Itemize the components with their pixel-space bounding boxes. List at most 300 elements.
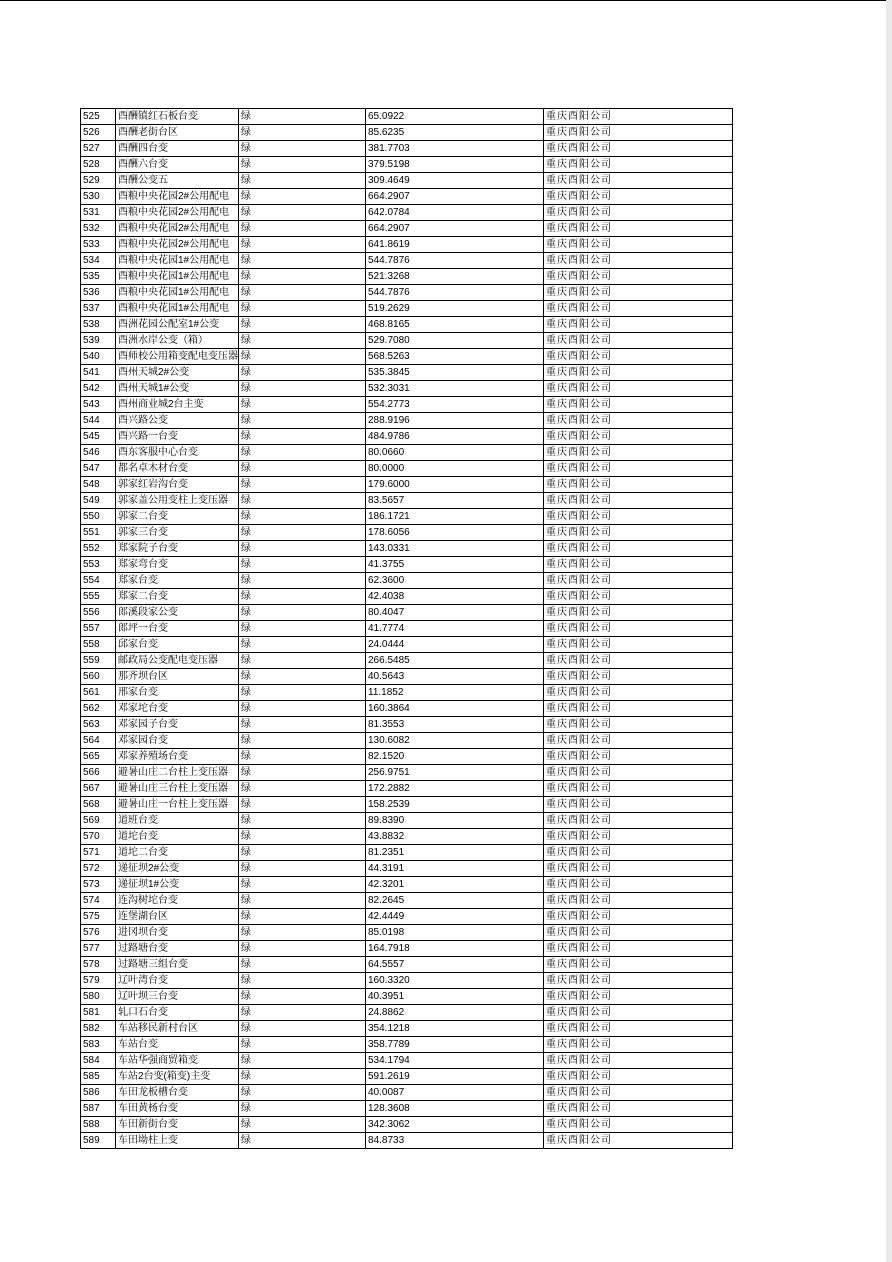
transformer-name-cell: 过路塘三组台变 — [116, 957, 239, 973]
row-number-cell: 558 — [81, 637, 116, 653]
table-row — [81, 877, 733, 893]
company-cell: 重庆酉阳公司 — [544, 237, 733, 253]
status-cell: 绿 — [239, 781, 366, 797]
row-number-cell: 556 — [81, 605, 116, 621]
transformer-name-cell: 车田坳柱上变 — [116, 1133, 239, 1149]
value-cell: 65.0922 — [366, 109, 544, 125]
transformer-name-cell: 郎坪一台变 — [116, 621, 239, 637]
status-cell: 绿 — [239, 301, 366, 317]
table-row — [81, 1101, 733, 1117]
table-row — [81, 493, 733, 509]
table-row — [81, 509, 733, 525]
table-row — [81, 365, 733, 381]
table-row — [81, 397, 733, 413]
value-cell: 519.2629 — [366, 301, 544, 317]
row-number-cell: 588 — [81, 1117, 116, 1133]
transformer-name-cell: 酉粮中央花园2#公用配电 — [116, 205, 239, 221]
table-row — [81, 205, 733, 221]
table-row — [81, 1005, 733, 1021]
table-row — [81, 525, 733, 541]
value-cell: 358.7789 — [366, 1037, 544, 1053]
company-cell: 重庆酉阳公司 — [544, 317, 733, 333]
row-number-cell: 563 — [81, 717, 116, 733]
value-cell: 64.5557 — [366, 957, 544, 973]
value-cell: 354.1218 — [366, 1021, 544, 1037]
value-cell: 521.3268 — [366, 269, 544, 285]
transformer-name-cell: 那齐坝台区 — [116, 669, 239, 685]
company-cell: 重庆酉阳公司 — [544, 461, 733, 477]
transformer-name-cell: 酉酬镇红石板台变 — [116, 109, 239, 125]
table-row — [81, 221, 733, 237]
transformer-name-cell: 车田新街台变 — [116, 1117, 239, 1133]
row-number-cell: 538 — [81, 317, 116, 333]
value-cell: 641.8619 — [366, 237, 544, 253]
company-cell: 重庆酉阳公司 — [544, 333, 733, 349]
row-number-cell: 575 — [81, 909, 116, 925]
company-cell: 重庆酉阳公司 — [544, 781, 733, 797]
table-row — [81, 541, 733, 557]
status-cell: 绿 — [239, 1069, 366, 1085]
table-row — [81, 141, 733, 157]
status-cell: 绿 — [239, 173, 366, 189]
company-cell: 重庆酉阳公司 — [544, 173, 733, 189]
transformer-name-cell: 车站华强商贸箱变 — [116, 1053, 239, 1069]
status-cell: 绿 — [239, 429, 366, 445]
transformer-name-cell: 郭家三台变 — [116, 525, 239, 541]
table-row — [81, 333, 733, 349]
transformer-name-cell: 酉粮中央花园1#公用配电 — [116, 253, 239, 269]
row-number-cell: 551 — [81, 525, 116, 541]
value-cell: 266.5485 — [366, 653, 544, 669]
row-number-cell: 587 — [81, 1101, 116, 1117]
transformer-name-cell: 连沟树坨台变 — [116, 893, 239, 909]
company-cell: 重庆酉阳公司 — [544, 701, 733, 717]
transformer-name-cell: 酉酬六台变 — [116, 157, 239, 173]
status-cell: 绿 — [239, 541, 366, 557]
row-number-cell: 569 — [81, 813, 116, 829]
company-cell: 重庆酉阳公司 — [544, 157, 733, 173]
transformer-name-cell: 酉酬公变五 — [116, 173, 239, 189]
table-row — [81, 1117, 733, 1133]
transformer-name-cell: 郑家弯台变 — [116, 557, 239, 573]
value-cell: 143.0331 — [366, 541, 544, 557]
table-row — [81, 829, 733, 845]
transformer-name-cell: 递征坝2#公变 — [116, 861, 239, 877]
value-cell: 85.0198 — [366, 925, 544, 941]
value-cell: 158.2539 — [366, 797, 544, 813]
company-cell: 重庆酉阳公司 — [544, 1021, 733, 1037]
table-row — [81, 621, 733, 637]
transformer-name-cell: 酉粮中央花园2#公用配电 — [116, 221, 239, 237]
table-row — [81, 1053, 733, 1069]
company-cell: 重庆酉阳公司 — [544, 1101, 733, 1117]
table-row — [81, 1021, 733, 1037]
row-number-cell: 573 — [81, 877, 116, 893]
row-number-cell: 550 — [81, 509, 116, 525]
company-cell: 重庆酉阳公司 — [544, 829, 733, 845]
value-cell: 24.8862 — [366, 1005, 544, 1021]
row-number-cell: 572 — [81, 861, 116, 877]
company-cell: 重庆酉阳公司 — [544, 813, 733, 829]
row-number-cell: 557 — [81, 621, 116, 637]
value-cell: 342.3062 — [366, 1117, 544, 1133]
table-row — [81, 685, 733, 701]
row-number-cell: 567 — [81, 781, 116, 797]
value-cell: 568.5263 — [366, 349, 544, 365]
value-cell: 130.6082 — [366, 733, 544, 749]
value-cell: 128.3608 — [366, 1101, 544, 1117]
table-row — [81, 701, 733, 717]
table-row — [81, 157, 733, 173]
value-cell: 42.3201 — [366, 877, 544, 893]
company-cell: 重庆酉阳公司 — [544, 1085, 733, 1101]
row-number-cell: 568 — [81, 797, 116, 813]
transformer-name-cell: 郑家院子台变 — [116, 541, 239, 557]
row-number-cell: 549 — [81, 493, 116, 509]
row-number-cell: 565 — [81, 749, 116, 765]
transformer-name-cell: 避暑山庄二台柱上变压器 — [116, 765, 239, 781]
row-number-cell: 570 — [81, 829, 116, 845]
transformer-name-cell: 酉州天城1#公变 — [116, 381, 239, 397]
transformer-name-cell: 邱家台变 — [116, 637, 239, 653]
status-cell: 绿 — [239, 1117, 366, 1133]
transformer-name-cell: 郭家红岩沟台变 — [116, 477, 239, 493]
value-cell: 83.5657 — [366, 493, 544, 509]
company-cell: 重庆酉阳公司 — [544, 429, 733, 445]
status-cell: 绿 — [239, 365, 366, 381]
status-cell: 绿 — [239, 717, 366, 733]
status-cell: 绿 — [239, 141, 366, 157]
company-cell: 重庆酉阳公司 — [544, 1069, 733, 1085]
transformer-name-cell: 车站台变 — [116, 1037, 239, 1053]
row-number-cell: 535 — [81, 269, 116, 285]
table-row — [81, 1069, 733, 1085]
company-cell: 重庆酉阳公司 — [544, 1117, 733, 1133]
row-number-cell: 544 — [81, 413, 116, 429]
company-cell: 重庆酉阳公司 — [544, 557, 733, 573]
company-cell: 重庆酉阳公司 — [544, 685, 733, 701]
row-number-cell: 578 — [81, 957, 116, 973]
value-cell: 544.7876 — [366, 285, 544, 301]
value-cell: 534.1794 — [366, 1053, 544, 1069]
status-cell: 绿 — [239, 237, 366, 253]
row-number-cell: 553 — [81, 557, 116, 573]
table-row — [81, 237, 733, 253]
row-number-cell: 528 — [81, 157, 116, 173]
company-cell: 重庆酉阳公司 — [544, 733, 733, 749]
value-cell: 179.6000 — [366, 477, 544, 493]
value-cell: 379.5198 — [366, 157, 544, 173]
transformer-name-cell: 酉洲水岸公变（箱） — [116, 333, 239, 349]
transformer-name-cell: 邓家坨台变 — [116, 701, 239, 717]
status-cell: 绿 — [239, 493, 366, 509]
status-cell: 绿 — [239, 1021, 366, 1037]
table-row — [81, 461, 733, 477]
company-cell: 重庆酉阳公司 — [544, 125, 733, 141]
status-cell: 绿 — [239, 893, 366, 909]
company-cell: 重庆酉阳公司 — [544, 221, 733, 237]
company-cell: 重庆酉阳公司 — [544, 957, 733, 973]
row-number-cell: 546 — [81, 445, 116, 461]
row-number-cell: 576 — [81, 925, 116, 941]
company-cell: 重庆酉阳公司 — [544, 349, 733, 365]
status-cell: 绿 — [239, 605, 366, 621]
row-number-cell: 554 — [81, 573, 116, 589]
table-row — [81, 909, 733, 925]
company-cell: 重庆酉阳公司 — [544, 877, 733, 893]
company-cell: 重庆酉阳公司 — [544, 573, 733, 589]
company-cell: 重庆酉阳公司 — [544, 189, 733, 205]
table-row — [81, 813, 733, 829]
row-number-cell: 527 — [81, 141, 116, 157]
value-cell: 532.3031 — [366, 381, 544, 397]
row-number-cell: 589 — [81, 1133, 116, 1149]
company-cell: 重庆酉阳公司 — [544, 477, 733, 493]
transformer-name-cell: 酉东客服中心台变 — [116, 445, 239, 461]
table-row — [81, 637, 733, 653]
transformer-name-cell: 酉州天城2#公变 — [116, 365, 239, 381]
row-number-cell: 547 — [81, 461, 116, 477]
company-cell: 重庆酉阳公司 — [544, 861, 733, 877]
value-cell: 160.3320 — [366, 973, 544, 989]
status-cell: 绿 — [239, 445, 366, 461]
company-cell: 重庆酉阳公司 — [544, 637, 733, 653]
company-cell: 重庆酉阳公司 — [544, 141, 733, 157]
transformer-name-cell: 邮政局公变配电变压器 — [116, 653, 239, 669]
status-cell: 绿 — [239, 413, 366, 429]
status-cell: 绿 — [239, 253, 366, 269]
company-cell: 重庆酉阳公司 — [544, 941, 733, 957]
row-number-cell: 555 — [81, 589, 116, 605]
status-cell: 绿 — [239, 381, 366, 397]
table-row — [81, 957, 733, 973]
table-row — [81, 1085, 733, 1101]
top-border-line — [0, 0, 892, 1]
table-row — [81, 941, 733, 957]
company-cell: 重庆酉阳公司 — [544, 925, 733, 941]
status-cell: 绿 — [239, 797, 366, 813]
company-cell: 重庆酉阳公司 — [544, 1133, 733, 1149]
status-cell: 绿 — [239, 973, 366, 989]
table-row — [81, 589, 733, 605]
row-number-cell: 541 — [81, 365, 116, 381]
status-cell: 绿 — [239, 269, 366, 285]
value-cell: 172.2882 — [366, 781, 544, 797]
value-cell: 80.0660 — [366, 445, 544, 461]
transformer-name-cell: 酉州商业城2台主变 — [116, 397, 239, 413]
table-row — [81, 557, 733, 573]
transformer-name-cell: 过路塘台变 — [116, 941, 239, 957]
table-row — [81, 1133, 733, 1149]
value-cell: 80.4047 — [366, 605, 544, 621]
table-row — [81, 189, 733, 205]
status-cell: 绿 — [239, 877, 366, 893]
transformer-name-cell: 道坨台变 — [116, 829, 239, 845]
transformer-name-cell: 避暑山庄三台柱上变压器 — [116, 781, 239, 797]
status-cell: 绿 — [239, 333, 366, 349]
table-row — [81, 925, 733, 941]
table-row — [81, 893, 733, 909]
value-cell: 544.7876 — [366, 253, 544, 269]
status-cell: 绿 — [239, 221, 366, 237]
page-gutter — [886, 0, 892, 1262]
table-row — [81, 413, 733, 429]
company-cell: 重庆酉阳公司 — [544, 109, 733, 125]
value-cell: 62.3600 — [366, 573, 544, 589]
row-number-cell: 539 — [81, 333, 116, 349]
status-cell: 绿 — [239, 285, 366, 301]
company-cell: 重庆酉阳公司 — [544, 605, 733, 621]
value-cell: 160.3864 — [366, 701, 544, 717]
status-cell: 绿 — [239, 925, 366, 941]
transformer-name-cell: 车站移民新村台区 — [116, 1021, 239, 1037]
value-cell: 43.8832 — [366, 829, 544, 845]
value-cell: 82.2645 — [366, 893, 544, 909]
row-number-cell: 562 — [81, 701, 116, 717]
table-row — [81, 349, 733, 365]
status-cell: 绿 — [239, 733, 366, 749]
transformer-name-cell: 车田黄杨台变 — [116, 1101, 239, 1117]
row-number-cell: 540 — [81, 349, 116, 365]
table-row — [81, 573, 733, 589]
status-cell: 绿 — [239, 589, 366, 605]
status-cell: 绿 — [239, 621, 366, 637]
value-cell: 484.9786 — [366, 429, 544, 445]
company-cell: 重庆酉阳公司 — [544, 797, 733, 813]
value-cell: 81.3553 — [366, 717, 544, 733]
transformer-name-cell: 郭家二台变 — [116, 509, 239, 525]
row-number-cell: 542 — [81, 381, 116, 397]
row-number-cell: 566 — [81, 765, 116, 781]
table-row — [81, 797, 733, 813]
transformer-name-cell: 酉洲花园公配室1#公变 — [116, 317, 239, 333]
row-number-cell: 543 — [81, 397, 116, 413]
status-cell: 绿 — [239, 861, 366, 877]
company-cell: 重庆酉阳公司 — [544, 525, 733, 541]
status-cell: 绿 — [239, 461, 366, 477]
value-cell: 529.7080 — [366, 333, 544, 349]
value-cell: 40.3951 — [366, 989, 544, 1005]
transformer-name-cell: 酉酬老街台区 — [116, 125, 239, 141]
value-cell: 40.5643 — [366, 669, 544, 685]
row-number-cell: 536 — [81, 285, 116, 301]
transformer-name-cell: 酉兴路公变 — [116, 413, 239, 429]
transformer-name-cell: 酉粮中央花园2#公用配电 — [116, 189, 239, 205]
company-cell: 重庆酉阳公司 — [544, 397, 733, 413]
data-table — [80, 108, 733, 1149]
table-row — [81, 989, 733, 1005]
company-cell: 重庆酉阳公司 — [544, 269, 733, 285]
row-number-cell: 583 — [81, 1037, 116, 1053]
row-number-cell: 548 — [81, 477, 116, 493]
company-cell: 重庆酉阳公司 — [544, 717, 733, 733]
row-number-cell: 530 — [81, 189, 116, 205]
status-cell: 绿 — [239, 957, 366, 973]
row-number-cell: 579 — [81, 973, 116, 989]
table-row — [81, 845, 733, 861]
company-cell: 重庆酉阳公司 — [544, 365, 733, 381]
transformer-name-cell: 酉粮中央花园2#公用配电 — [116, 237, 239, 253]
value-cell: 288.9196 — [366, 413, 544, 429]
value-cell: 42.4449 — [366, 909, 544, 925]
status-cell: 绿 — [239, 749, 366, 765]
status-cell: 绿 — [239, 573, 366, 589]
value-cell: 164.7918 — [366, 941, 544, 957]
row-number-cell: 571 — [81, 845, 116, 861]
company-cell: 重庆酉阳公司 — [544, 765, 733, 781]
value-cell: 80.0000 — [366, 461, 544, 477]
table-row — [81, 173, 733, 189]
company-cell: 重庆酉阳公司 — [544, 413, 733, 429]
row-number-cell: 581 — [81, 1005, 116, 1021]
transformer-name-cell: 避暑山庄一台柱上变压器 — [116, 797, 239, 813]
value-cell: 89.8390 — [366, 813, 544, 829]
row-number-cell: 559 — [81, 653, 116, 669]
table-row — [81, 669, 733, 685]
company-cell: 重庆酉阳公司 — [544, 909, 733, 925]
row-number-cell: 526 — [81, 125, 116, 141]
row-number-cell: 545 — [81, 429, 116, 445]
status-cell: 绿 — [239, 829, 366, 845]
value-cell: 468.8165 — [366, 317, 544, 333]
value-cell: 554.2773 — [366, 397, 544, 413]
status-cell: 绿 — [239, 157, 366, 173]
transformer-name-cell: 邓家园台变 — [116, 733, 239, 749]
company-cell: 重庆酉阳公司 — [544, 669, 733, 685]
value-cell: 81.2351 — [366, 845, 544, 861]
transformer-name-cell: 邓家园子台变 — [116, 717, 239, 733]
value-cell: 309.4649 — [366, 173, 544, 189]
company-cell: 重庆酉阳公司 — [544, 541, 733, 557]
status-cell: 绿 — [239, 845, 366, 861]
table-row — [81, 445, 733, 461]
status-cell: 绿 — [239, 765, 366, 781]
company-cell: 重庆酉阳公司 — [544, 1005, 733, 1021]
table-row — [81, 717, 733, 733]
table-row — [81, 605, 733, 621]
company-cell: 重庆酉阳公司 — [544, 845, 733, 861]
transformer-name-cell: 酉师校公用箱变配电变压器 — [116, 349, 239, 365]
value-cell: 82.1520 — [366, 749, 544, 765]
value-cell: 85.6235 — [366, 125, 544, 141]
value-cell: 44.3191 — [366, 861, 544, 877]
status-cell: 绿 — [239, 189, 366, 205]
value-cell: 664.2907 — [366, 221, 544, 237]
row-number-cell: 574 — [81, 893, 116, 909]
value-cell: 535.3845 — [366, 365, 544, 381]
table-row — [81, 733, 733, 749]
transformer-name-cell: 车田龙板槽台变 — [116, 1085, 239, 1101]
row-number-cell: 564 — [81, 733, 116, 749]
status-cell: 绿 — [239, 669, 366, 685]
status-cell: 绿 — [239, 653, 366, 669]
company-cell: 重庆酉阳公司 — [544, 205, 733, 221]
status-cell: 绿 — [239, 989, 366, 1005]
table-row — [81, 973, 733, 989]
row-number-cell: 582 — [81, 1021, 116, 1037]
status-cell: 绿 — [239, 525, 366, 541]
status-cell: 绿 — [239, 109, 366, 125]
status-cell: 绿 — [239, 813, 366, 829]
row-number-cell: 532 — [81, 221, 116, 237]
row-number-cell: 585 — [81, 1069, 116, 1085]
value-cell: 24.0444 — [366, 637, 544, 653]
transformer-name-cell: 酉兴路一台变 — [116, 429, 239, 445]
transformer-name-cell: 连堡湖台区 — [116, 909, 239, 925]
row-number-cell: 531 — [81, 205, 116, 221]
status-cell: 绿 — [239, 941, 366, 957]
value-cell: 84.8733 — [366, 1133, 544, 1149]
